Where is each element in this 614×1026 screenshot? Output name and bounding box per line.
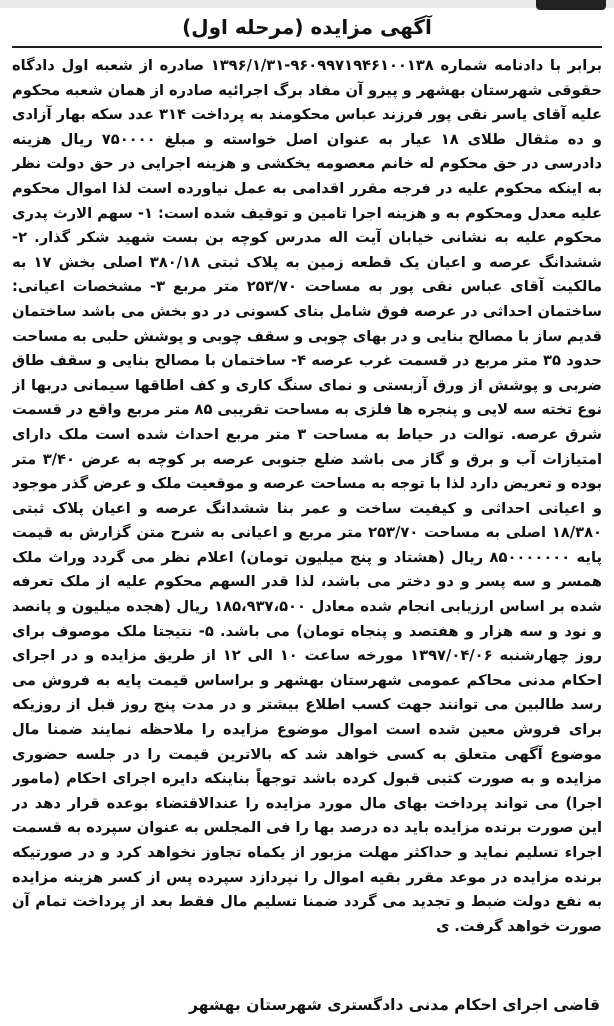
top-strip xyxy=(0,0,614,8)
top-corner-mark xyxy=(536,0,606,10)
notice-signature: قاضی اجرای احکام مدنی دادگستری شهرستان بهشهر xyxy=(189,996,600,1014)
title-divider xyxy=(12,46,602,48)
notice-title: آگهی مزایده (مرحله اول) xyxy=(182,15,432,39)
notice-body: برابر با دادنامه شماره ۹۶۰۹۹۷۱۹۴۶۱۰۰۱۳۸-۱۳۹۶/۱/۳۱ صادره از شعبه اول دادگاه حقوقی شهرستان بهشهر و پیرو آن مفاد برگ اجرائیه صادره از همان شعبه محکوم علیه آقای یاسر نقی پور فرزند عباس محکومند به پرداخت ۳۱۴ عدد سکه بهار آزادی و ده مثقال طلای ۱۸ عیار به عنوان اصل خواسته و مبلغ ۷۵۰۰۰۰ ریال هزینه دادرسی در حق محکوم له خانم معصومه یخکشی و هزینه اجرایی در حق دولت نظر به اینکه محکوم علیه در فرجه مقرر اقدامی به عمل نیاورده است لذا اموال محکوم علیه معدل ومحکوم به و هزینه اجرا تامین و توقیف شده است: ۱- سهم الارث پدری محکوم علیه به نشانی خیابان آیت اله مدرس کوچه بن بست شهید شکر گذار. ۲- ششدانگ عرصه و اعیان یک قطعه زمین به پلاک ثبتی ۳۸۰/۱۸ اصلی بخش ۱۷ به مالکیت آقای عباس نقی پور به مساحت ۲۵۳/۷۰ متر مربع ۳- مشخصات اعیانی: ساختمان احداثی در عرصه فوق شامل بنای کسونی در دو بخش می باشد ساختمان قدیم ساز با مصالح بنایی و در بهای چوبی و سقف چوبی و پوشش حلبی به مساحت حدود ۳۵ متر مربع در قسمت غرب عرصه ۴- ساختمان با مصالح بنایی و سقف طاق ضربی و پوشش از ورق آزبستی و نمای سنگ کاری و کف اطاقها سیمانی دربها از نوع تخته سه لایی و پنجره ها فلزی به مساحت تقریبی ۸۵ متر مربع واقع در قسمت شرق عرصه. توالت در حیاط به مساحت ۳ متر مربع احداث شده است ملک دارای امتیازات آب و برق و گاز می باشد ضلع جنوبی عرصه بر کوچه به عرض ۳/۴۰ متر بوده و تعریض دارد لذا با توجه به مساحت عرصه و موقعیت ملک و عرض گذر موجود و اعیانی احداثی و کیفیت ساخت و عمر بنا ششدانگ عرصه و اعیان پلاک ثبتی ۱۸/۳۸۰ اصلی به مساحت ۲۵۳/۷۰ متر مربع و اعیانی به شرح متن گزارش به قیمت پایه ۸۵۰۰۰۰۰۰۰ ریال (هشتاد و پنج میلیون تومان) اعلام نظر می گردد وراث ملک همسر و سه پسر و دو دختر می باشد، لذا قدر السهم محکوم علیه از ملک تعرفه شده بر اساس ارزیابی انجام شده معادل ۱۸۵،۹۳۷،۵۰۰ ریال (هجده میلیون و پانصد و نود و سه هزار و هفتصد و پنجاه تومان) می باشد. ۵- نتیجتا ملک موصوف برای روز چهارشنبه ۱۳۹۷/۰۴/۰۶ مورخه ساعت ۱۰ الی ۱۲ از طریق مزایده و در اجرای احکام مدنی محاکم عمومی شهرستان بهشهر و براساس قیمت پایه به فروش می رسد طالبین می توانند جهت کسب اطلاع بیشتر و در مدت پنج روز قبل از روزیکه برای فروش معین شده است اموال موضوع مزایده را ملاحظه نمایند ضمنا مال موضوع آگهی متعلق به کسی خواهد شد که بالاترین قیمت را در جلسه حضوری مزایده و به صورت کتبی قبول کرده باشد توجهاً بناینکه دایره اجرای احکام (مامور اجرا) می تواند پرداخت بهای مال مورد مزایده را عندالاقتضاء بوعده قرار دهد در این صورت برنده مزایده باید ده درصد بها را فی المجلس به عنوان سپرده به قسمت اجراء تسلیم نماید و حداکثر مهلت مزبور از یکماه تجاوز نخواهد کرد و در صورتیکه برنده مزایده در موعد مقرر بقیه اموال را نپردازد سپرده پس از کسر هزینه مزایده به نفع دولت ضبط و تجدید می گردد ضمنا تسلیم مال فقط بعد از پرداخت تمام آن صورت خواهد گرفت. ی xyxy=(12,57,602,935)
